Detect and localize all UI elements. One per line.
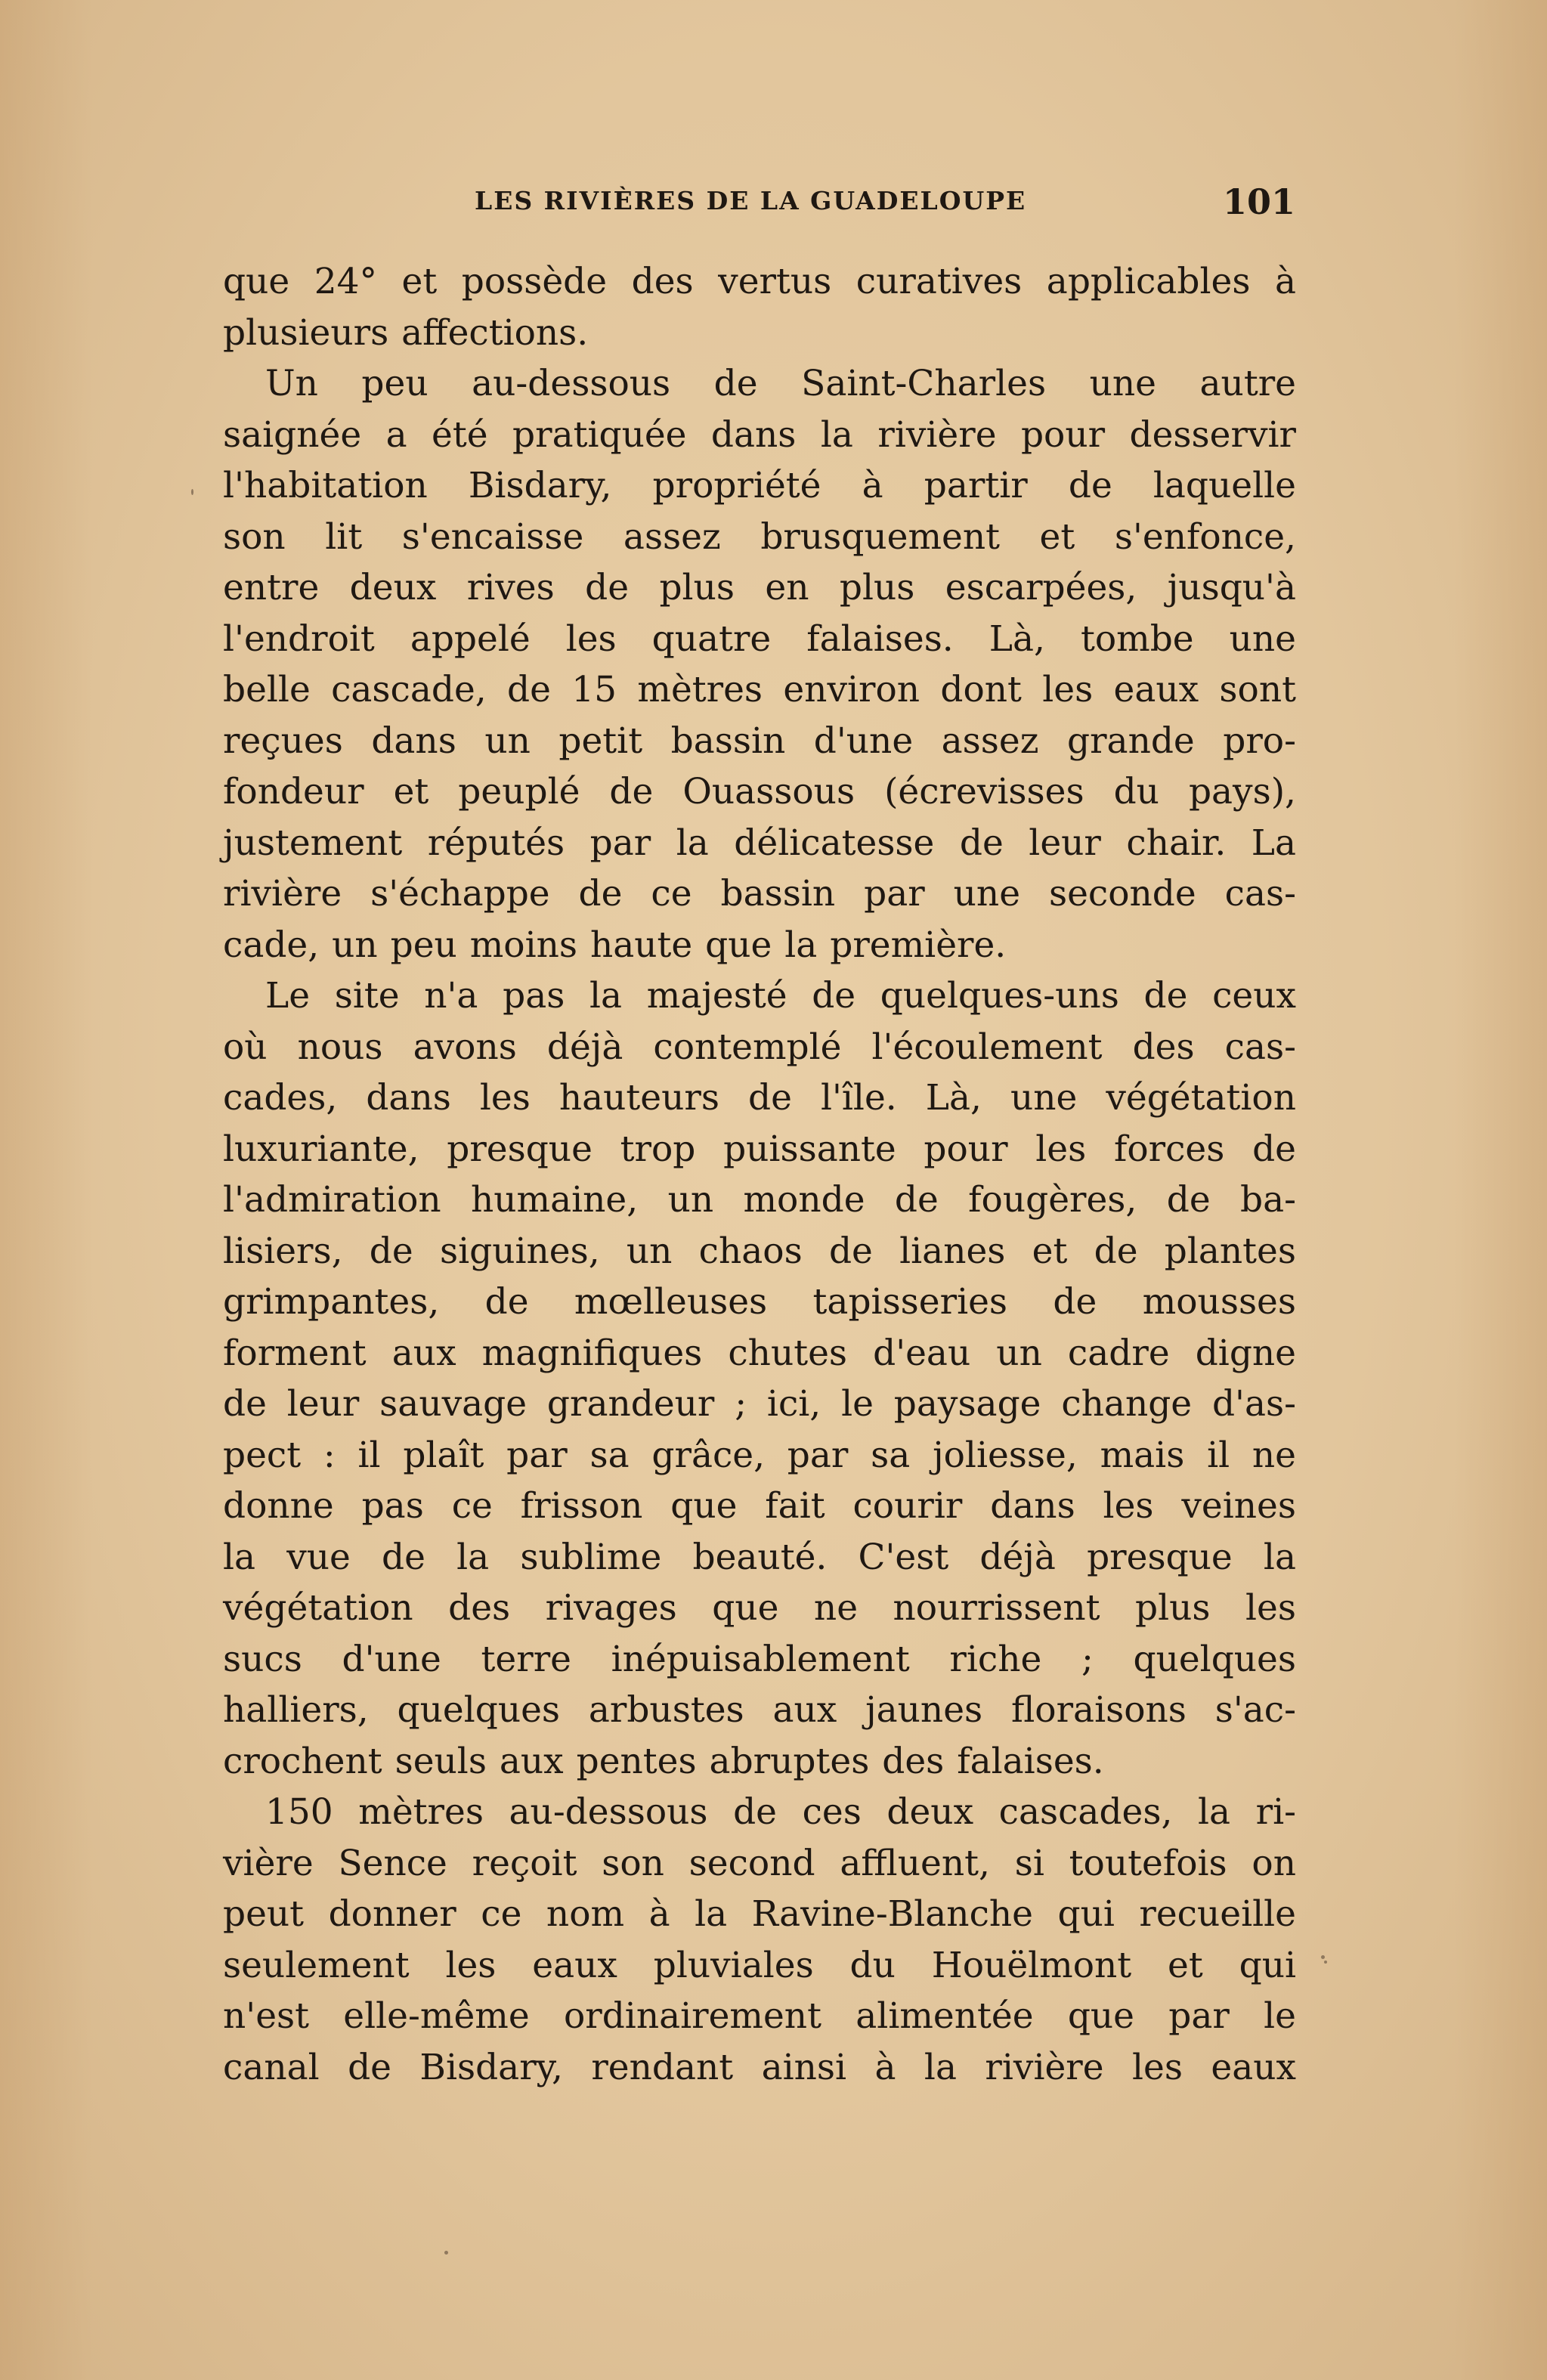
text-line: n'est elle-même ordinairement alimentée que par le xyxy=(223,1995,1296,2037)
page-header xyxy=(475,181,1295,227)
text-line: vière Sence reçoit son second affluent, si toutefois on xyxy=(223,1842,1296,1884)
text-line: seulement les eaux pluviales du Houëlmont et qui xyxy=(223,1944,1296,1986)
text-line: cade, un peu moins haute que la première. xyxy=(223,924,1007,966)
paper-speck xyxy=(444,2251,448,2255)
text-line: pect : il plaît par sa grâce, par sa joliesse, mais il ne xyxy=(223,1434,1296,1476)
text-line: sucs d'une terre inépuisablement riche ; quelques xyxy=(223,1638,1296,1680)
text-line: que 24° et possède des vertus curatives applicables à xyxy=(223,261,1296,302)
text-line: l'habitation Bisdary, propriété à partir de laquelle xyxy=(223,465,1296,506)
text-line: la vue de la sublime beauté. C'est déjà presque la xyxy=(223,1536,1296,1578)
text-line: où nous avons déjà contemplé l'écoulement des cas- xyxy=(223,1026,1296,1068)
page-number: 101 xyxy=(1222,181,1295,222)
text-line: l'endroit appelé les quatre falaises. Là, tombe une xyxy=(223,617,1296,660)
text-line: cades, dans les hauteurs de l'île. Là, une végétation xyxy=(223,1077,1296,1119)
body-text xyxy=(223,256,1296,2093)
paper-speck xyxy=(1324,1961,1327,1964)
text-line: belle cascade, de 15 mètres environ dont les eaux sont xyxy=(223,669,1296,710)
text-line: halliers, quelques arbustes aux jaunes floraisons s'ac- xyxy=(223,1689,1296,1731)
text-line: grimpantes, de mœlleuses tapisseries de mousses xyxy=(223,1281,1296,1323)
text-line: justement réputés par la délicatesse de leur chair. La xyxy=(223,822,1296,864)
text-line: de leur sauvage grandeur ; ici, le paysage change d'as- xyxy=(223,1383,1296,1425)
text-line: fondeur et peuplé de Ouassous (écrevisses du pays), xyxy=(223,771,1296,812)
text-line: Un peu au-dessous de Saint-Charles une autre xyxy=(265,363,1296,404)
text-line: crochent seuls aux pentes abruptes des falaises. xyxy=(223,1740,1104,1782)
paper-speck xyxy=(191,489,193,495)
text-line: végétation des rivages que ne nourrissent plus les xyxy=(223,1587,1296,1629)
text-line: lisiers, de siguines, un chaos de lianes et de plantes xyxy=(223,1230,1296,1272)
text-line: plusieurs affections. xyxy=(223,311,589,354)
text-line: saignée a été pratiquée dans la rivière pour desservir xyxy=(223,413,1296,456)
text-line: 150 mètres au-dessous de ces deux cascades, la ri- xyxy=(265,1791,1296,1833)
text-line: luxuriante, presque trop puissante pour les forces de xyxy=(223,1128,1296,1170)
running-title: LES RIVIÈRES DE LA GUADELOUPE xyxy=(475,186,1027,215)
text-line: forment aux magnifiques chutes d'eau un cadre digne xyxy=(223,1332,1296,1374)
paper-speck xyxy=(1321,1955,1325,1959)
text-line: donne pas ce frisson que fait courir dans les veines xyxy=(223,1485,1296,1527)
text-line: Le site n'a pas la majesté de quelques-uns de ceux xyxy=(265,975,1296,1017)
text-line: peut donner ce nom à la Ravine-Blanche qui recueille xyxy=(223,1893,1296,1935)
text-line: rivière s'échappe de ce bassin par une seconde cas- xyxy=(223,873,1296,915)
text-line: son lit s'encaisse assez brusquement et s'enfonce, xyxy=(223,515,1296,558)
text-line: reçues dans un petit bassin d'une assez grande pro- xyxy=(223,720,1296,762)
text-line: l'admiration humaine, un monde de fougères, de ba- xyxy=(223,1179,1296,1221)
text-line: entre deux rives de plus en plus escarpées, jusqu'à xyxy=(223,567,1296,608)
text-line: canal de Bisdary, rendant ainsi à la rivière les eaux xyxy=(223,2046,1296,2088)
